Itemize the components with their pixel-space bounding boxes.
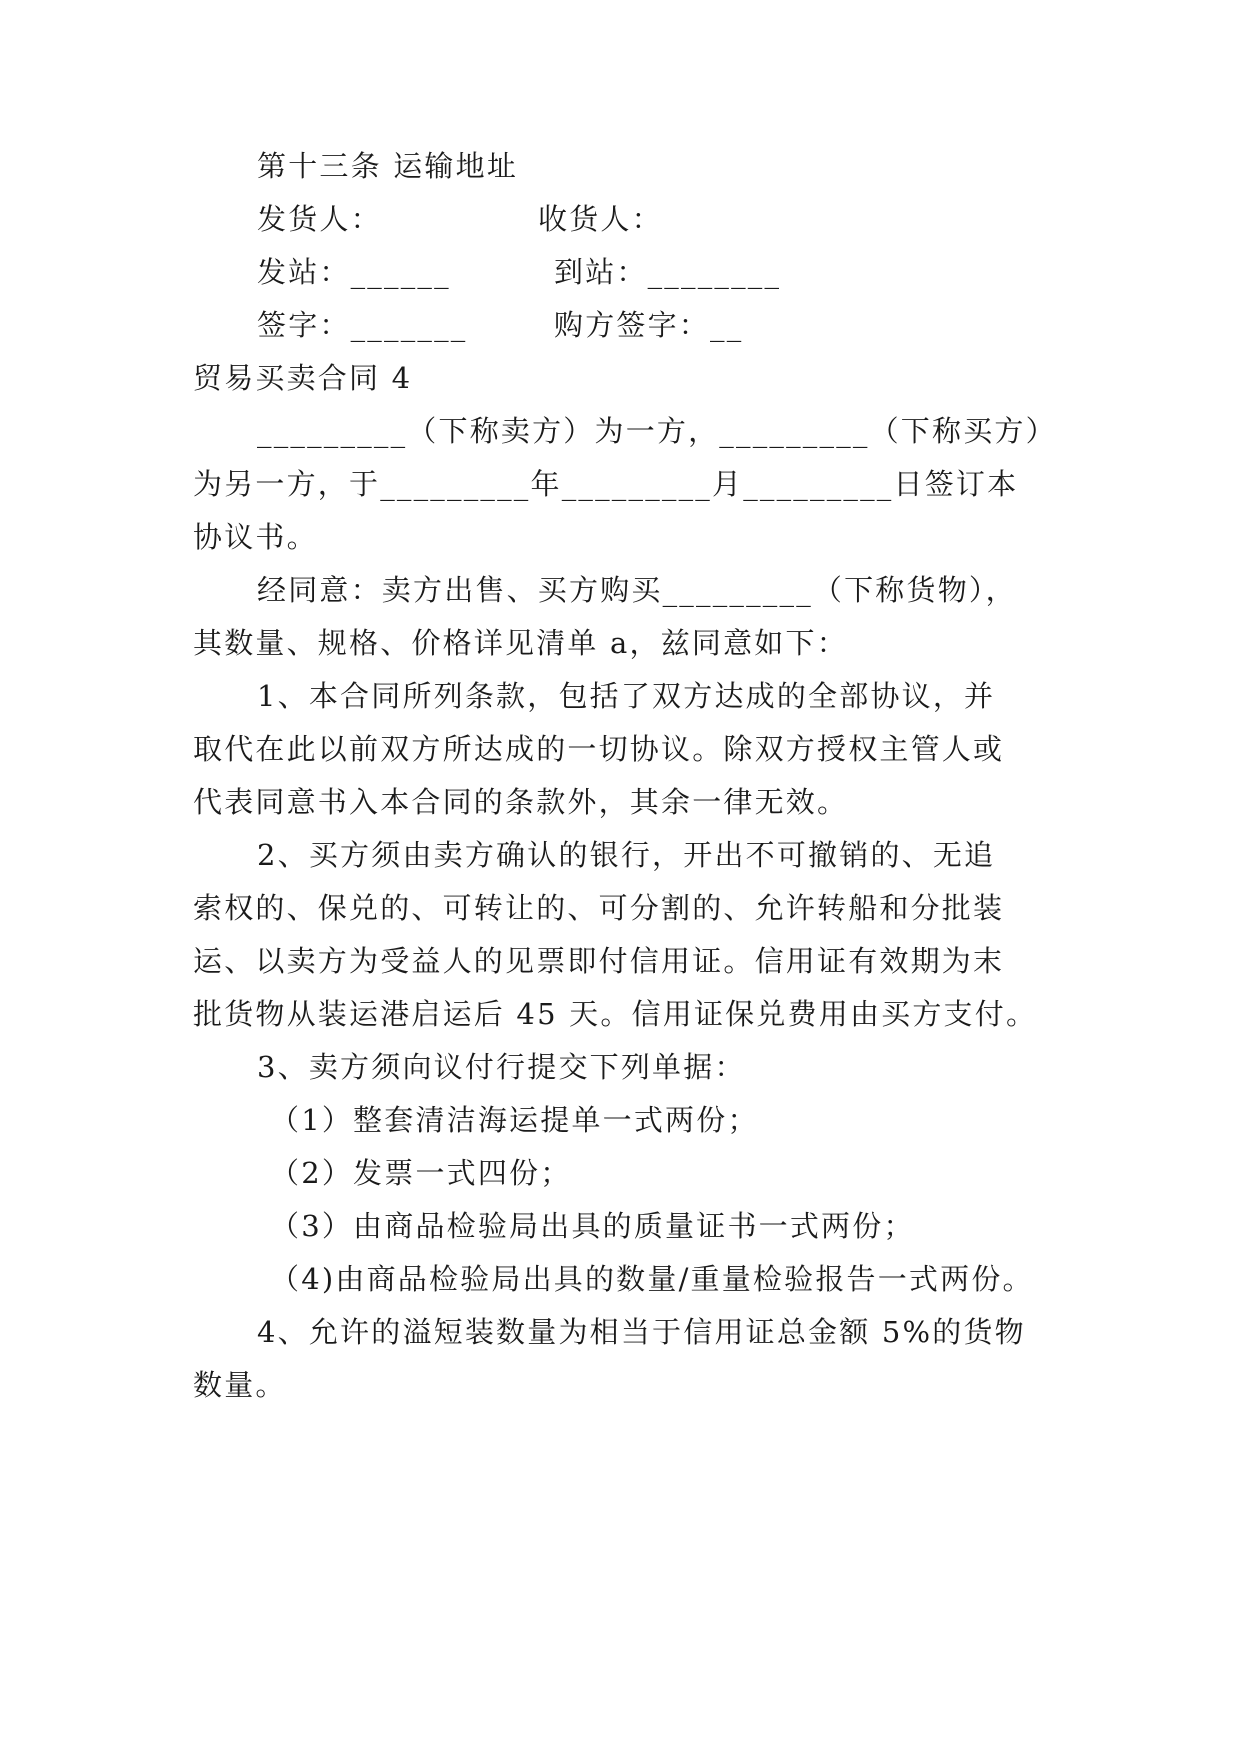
clause-4-line: 4、允许的溢短装数量为相当于信用证总金额 5%的货物 <box>257 1315 1026 1349</box>
contract-title: 贸易买卖合同 4 <box>193 361 413 395</box>
sign-field: 签字：_______ <box>257 308 468 342</box>
clause-4-line: 数量。 <box>193 1368 287 1402</box>
consignee-label: 收货人： <box>538 202 663 236</box>
to-station-field: 到站：________ <box>554 255 782 289</box>
paragraph-line: 为另一方，于_________年_________月_________日签订本 <box>193 467 1019 501</box>
paragraph-line: 协议书。 <box>193 520 318 554</box>
paragraph-line: 其数量、规格、价格详见清单 a，兹同意如下： <box>193 626 848 660</box>
clause-2-line: 批货物从装运港启运后 45 天。信用证保兑费用由买方支付。 <box>193 997 1038 1031</box>
clause-3-item: （2）发票一式四份； <box>270 1156 572 1190</box>
signature-row <box>257 305 1147 345</box>
clause-3-item: （4)由商品检验局出具的数量/重量检验报告一式两份。 <box>270 1262 1034 1296</box>
clause-1-line: 1、本合同所列条款，包括了双方达成的全部协议，并 <box>257 679 996 713</box>
from-station-field: 发站：______ <box>257 255 451 289</box>
buyer-sign-field: 购方签字：__ <box>554 308 744 342</box>
section-13-heading: 第十三条 运输地址 <box>257 149 519 183</box>
clause-3-item: （1）整套清洁海运提单一式两份； <box>270 1103 759 1137</box>
clause-1-line: 代表同意书入本合同的条款外，其余一律无效。 <box>193 785 849 819</box>
station-row <box>257 252 1147 292</box>
clause-3-line: 3、卖方须向议付行提交下列单据： <box>257 1050 746 1084</box>
clause-1-line: 取代在此以前双方所达成的一切协议。除双方授权主管人或 <box>193 732 1005 766</box>
clause-3-item: （3）由商品检验局出具的质量证书一式两份； <box>270 1209 915 1243</box>
shipper-label: 发货人： <box>257 202 382 236</box>
clause-2-line: 2、买方须由卖方确认的银行，开出不可撤销的、无追 <box>257 838 996 872</box>
clause-2-line: 索权的、保兑的、可转让的、可分割的、允许转船和分批装 <box>193 891 1005 925</box>
clause-2-line: 运、以卖方为受益人的见票即付信用证。信用证有效期为末 <box>193 944 1005 978</box>
paragraph-line: 经同意：卖方出售、买方购买_________（下称货物）， <box>257 573 1017 607</box>
paragraph-line: _________（下称卖方）为一方，_________（下称买方） <box>257 414 1057 448</box>
shipper-row <box>257 199 1147 239</box>
